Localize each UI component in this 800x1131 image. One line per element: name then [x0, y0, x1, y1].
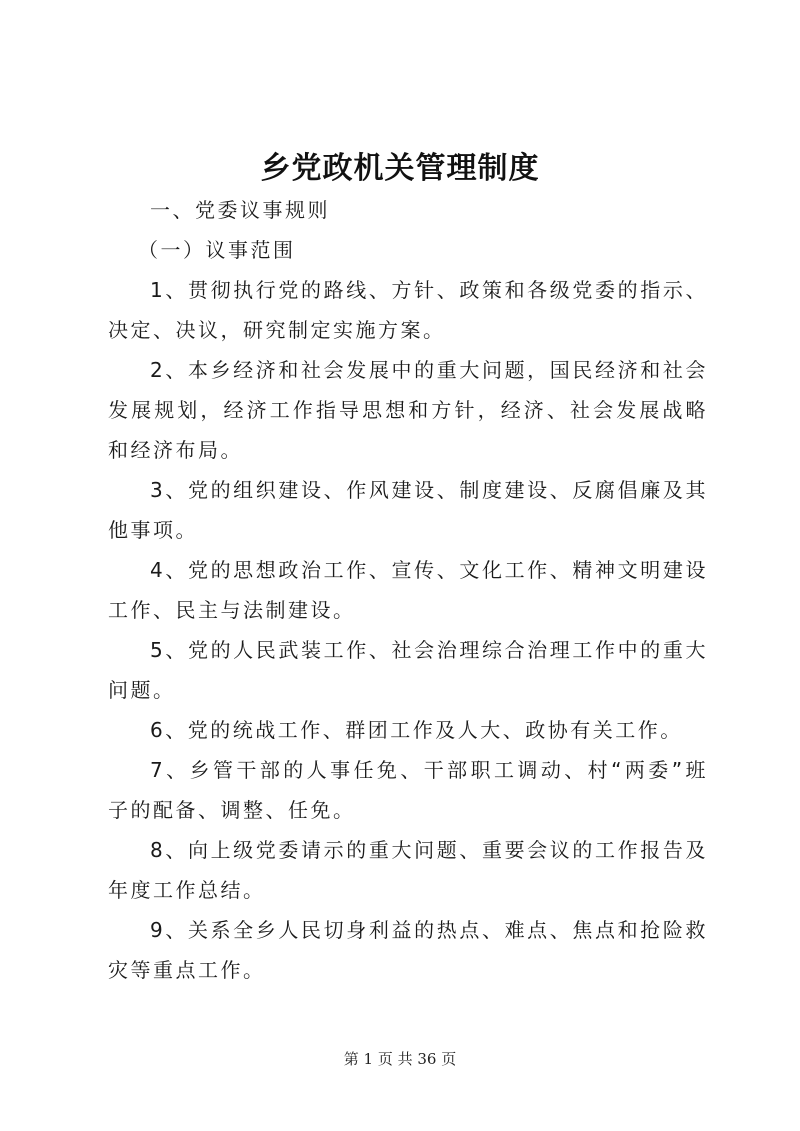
paragraph-2: 2、本乡经济和社会发展中的重大问题，国民经济和社会发展规划，经济工作指导思想和方针，经济、社会发展战略和经济布局。 [108, 358, 708, 462]
document-body [108, 190, 708, 990]
paragraph-3: 3、党的组织建设、作风建设、制度建设、反腐倡廉及其他事项。 [108, 478, 708, 542]
paragraph-9: 9、关系全乡人民切身利益的热点、难点、焦点和抢险救灾等重点工作。 [108, 918, 708, 982]
document-title: 乡党政机关管理制度 [260, 151, 540, 186]
page-number-footer: 第 1 页 共 36 页 [343, 1050, 457, 1068]
paragraph-8: 8、向上级党委请示的重大问题、重要会议的工作报告及年度工作总结。 [108, 838, 708, 902]
paragraph-7: 7、乡管干部的人事任免、干部职工调动、村“两委”班子的配备、调整、任免。 [108, 758, 708, 822]
subsection-heading: （一）议事范围 [138, 238, 296, 262]
paragraph-4: 4、党的思想政治工作、宣传、文化工作、精神文明建设工作、民主与法制建设。 [108, 558, 708, 622]
section-heading: 一、党委议事规则 [150, 198, 330, 222]
paragraph-6: 6、党的统战工作、群团工作及人大、政协有关工作。 [150, 718, 683, 742]
paragraph-1: 1、贯彻执行党的路线、方针、政策和各级党委的指示、决定、决议，研究制定实施方案。 [108, 278, 708, 342]
paragraph-5: 5、党的人民武装工作、社会治理综合治理工作中的重大问题。 [108, 638, 708, 702]
